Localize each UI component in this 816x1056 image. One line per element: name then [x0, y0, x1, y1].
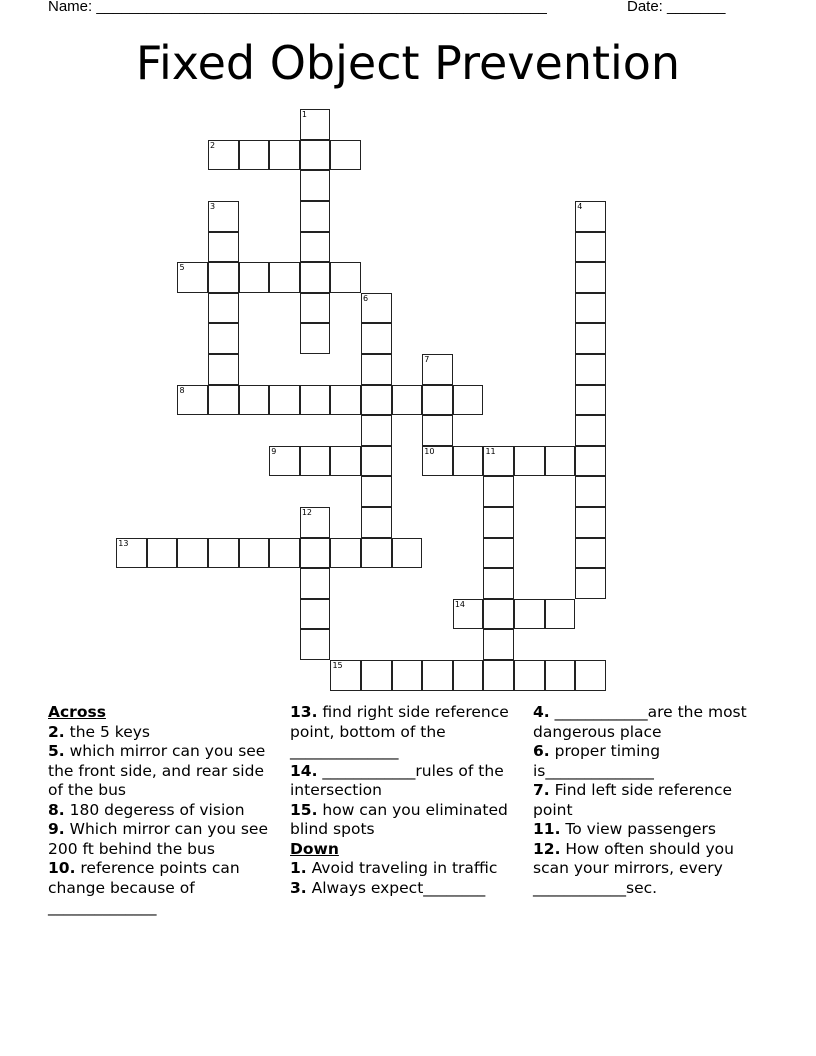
crossword-cell[interactable] — [392, 660, 423, 691]
crossword-cell[interactable] — [208, 262, 239, 293]
clues-column-3 — [533, 703, 768, 898]
clue-across-10 — [48, 859, 280, 918]
crossword-cell[interactable] — [575, 293, 606, 324]
crossword-cell[interactable] — [514, 599, 545, 630]
clue-down-12 — [533, 840, 768, 899]
clue-number: 1. — [290, 859, 307, 877]
crossword-cell[interactable] — [208, 354, 239, 385]
crossword-cell[interactable] — [422, 446, 453, 477]
clue-down-11 — [533, 820, 768, 840]
clue-number: 3. — [290, 878, 307, 897]
clues-column-1 — [48, 703, 280, 918]
clue-text: 180 degeress of vision — [64, 800, 245, 819]
clue-text: ____________are the most dangerous place — [533, 703, 747, 741]
crossword-cell[interactable] — [330, 262, 361, 293]
clue-text: Find left side reference point — [533, 781, 733, 819]
crossword-cell[interactable] — [300, 262, 331, 293]
clue-number: 9. — [48, 820, 65, 838]
crossword-cell[interactable] — [361, 507, 392, 538]
name-line[interactable]: ______________________________________________________ — [96, 0, 547, 15]
crossword-cell[interactable] — [453, 599, 484, 630]
cell-number: 5 — [179, 263, 185, 273]
clue-number: 2. — [48, 722, 65, 741]
cell-number: 4 — [577, 202, 583, 212]
crossword-cell[interactable] — [575, 323, 606, 354]
name-field[interactable] — [48, 0, 547, 15]
clue-number: 8. — [48, 800, 65, 819]
cell-number: 15 — [332, 661, 343, 671]
crossword-cell[interactable] — [300, 568, 331, 599]
crossword-cell[interactable] — [453, 385, 484, 416]
clue-text: proper timing is______________ — [533, 742, 661, 780]
crossword-cell[interactable] — [300, 507, 331, 538]
crossword-cell[interactable] — [483, 599, 514, 630]
clue-text: Avoid traveling in traffic — [306, 859, 498, 877]
clue-text: the 5 keys — [64, 722, 150, 741]
clue-number: 13. — [290, 703, 318, 721]
crossword-cell[interactable] — [116, 538, 147, 569]
crossword-cell[interactable] — [575, 507, 606, 538]
cell-number: 9 — [271, 446, 277, 456]
crossword-cell[interactable] — [575, 660, 606, 691]
cell-number: 13 — [118, 538, 129, 548]
clue-across-15 — [290, 801, 522, 840]
cell-number: 1 — [301, 110, 307, 120]
crossword-cell[interactable] — [514, 660, 545, 691]
crossword-cell[interactable] — [330, 446, 361, 477]
crossword-cell[interactable] — [239, 538, 270, 569]
crossword-cell[interactable] — [300, 109, 331, 140]
crossword-cell[interactable] — [361, 476, 392, 507]
crossword-cell[interactable] — [177, 262, 208, 293]
crossword-cell[interactable] — [575, 262, 606, 293]
crossword-cell[interactable] — [300, 629, 331, 660]
crossword-cell[interactable] — [483, 538, 514, 569]
clue-across-9 — [48, 820, 280, 859]
crossword-cell[interactable] — [361, 660, 392, 691]
crossword-cell[interactable] — [575, 201, 606, 232]
crossword-cell[interactable] — [300, 293, 331, 324]
crossword-cell[interactable] — [361, 354, 392, 385]
crossword-cell[interactable] — [575, 568, 606, 599]
down-heading: Down — [290, 839, 339, 858]
clue-text: how can you eliminated blind spots — [290, 800, 508, 838]
crossword-cell[interactable] — [208, 201, 239, 232]
crossword-cell[interactable] — [575, 385, 606, 416]
cell-number: 2 — [210, 140, 216, 150]
crossword-cell[interactable] — [361, 293, 392, 324]
crossword-cell[interactable] — [575, 354, 606, 385]
clue-down-7 — [533, 781, 768, 820]
crossword-cell[interactable] — [300, 232, 331, 263]
clue-across-5 — [48, 742, 280, 801]
clue-number: 12. — [533, 839, 561, 858]
clues-column-2 — [290, 703, 522, 898]
clue-number: 5. — [48, 742, 65, 760]
clue-text: Which mirror can you see 200 ft behind the bus — [48, 820, 268, 858]
clue-number: 7. — [533, 781, 550, 799]
cell-number: 14 — [454, 599, 466, 609]
crossword-cell[interactable] — [208, 293, 239, 324]
clue-across-14 — [290, 762, 522, 801]
clue-across-13 — [290, 703, 522, 762]
date-field[interactable] — [627, 0, 725, 15]
crossword-cell[interactable] — [147, 538, 178, 569]
across-heading: Across — [48, 703, 106, 721]
crossword-cell[interactable] — [269, 538, 300, 569]
clue-down-1 — [290, 859, 522, 879]
crossword-cell[interactable] — [422, 415, 453, 446]
crossword-cell[interactable] — [330, 385, 361, 416]
crossword-cell[interactable] — [422, 354, 453, 385]
clue-down-4 — [533, 703, 768, 742]
crossword-cell[interactable] — [269, 385, 300, 416]
clue-text: ____________rules of the intersection — [290, 761, 504, 799]
crossword-cell[interactable] — [575, 538, 606, 569]
crossword-cell[interactable] — [575, 232, 606, 263]
crossword-cell[interactable] — [239, 385, 270, 416]
crossword-cell[interactable] — [300, 538, 331, 569]
crossword-cell[interactable] — [300, 599, 331, 630]
crossword-cell[interactable] — [392, 538, 423, 569]
crossword-cell[interactable] — [453, 660, 484, 691]
cell-number: 12 — [301, 508, 313, 518]
clue-number: 4. — [533, 703, 550, 721]
crossword-cell[interactable] — [208, 140, 239, 171]
crossword-cell[interactable] — [483, 476, 514, 507]
clue-down-6 — [533, 742, 768, 781]
clue-number: 10. — [48, 859, 76, 877]
clue-text: To view passengers — [560, 820, 716, 838]
clue-text: Always expect________ — [306, 878, 486, 897]
crossword-cell[interactable] — [361, 538, 392, 569]
crossword-cell[interactable] — [575, 415, 606, 446]
crossword-cell[interactable] — [269, 262, 300, 293]
crossword-cell[interactable] — [361, 385, 392, 416]
clue-text: which mirror can you see the front side, and rear side of the bus — [48, 742, 266, 799]
crossword-cell[interactable] — [239, 262, 270, 293]
crossword-cell[interactable] — [483, 507, 514, 538]
crossword-cell[interactable] — [392, 385, 423, 416]
crossword-cell[interactable] — [545, 599, 576, 630]
crossword-cell[interactable] — [422, 385, 453, 416]
crossword-cell[interactable] — [269, 446, 300, 477]
cell-number: 6 — [363, 293, 369, 303]
name-label: Name: — [48, 0, 97, 15]
cell-number: 3 — [210, 202, 216, 212]
clue-text: find right side reference point, bottom of the ______________ — [290, 703, 509, 760]
crossword-cell[interactable] — [483, 446, 514, 477]
crossword-cell[interactable] — [330, 538, 361, 569]
crossword-cell[interactable] — [453, 446, 484, 477]
clue-text: reference points can change because of ______________ — [48, 859, 240, 916]
clue-number: 15. — [290, 800, 318, 819]
date-line[interactable]: _______ — [667, 0, 726, 15]
clue-number: 11. — [533, 820, 561, 838]
crossword-cell[interactable] — [300, 201, 331, 232]
crossword-cell[interactable] — [422, 660, 453, 691]
crossword-cell[interactable] — [177, 385, 208, 416]
clue-number: 14. — [290, 761, 318, 780]
crossword-cell[interactable] — [177, 538, 208, 569]
clue-across-8 — [48, 801, 280, 821]
clue-across-2 — [48, 723, 280, 743]
crossword-cell[interactable] — [361, 415, 392, 446]
crossword-cell[interactable] — [361, 446, 392, 477]
crossword-cell[interactable] — [208, 232, 239, 263]
cell-number: 7 — [424, 355, 430, 365]
crossword-cell[interactable] — [575, 476, 606, 507]
crossword-cell[interactable] — [483, 568, 514, 599]
page-title: Fixed Object Prevention — [135, 36, 681, 90]
clue-number: 6. — [533, 742, 550, 760]
crossword-cell[interactable] — [300, 446, 331, 477]
clue-down-3 — [290, 879, 522, 899]
crossword-cell[interactable] — [300, 170, 331, 201]
crossword-cell[interactable] — [483, 660, 514, 691]
crossword-cell[interactable] — [239, 140, 270, 171]
crossword-cell[interactable] — [545, 446, 576, 477]
cell-number: 10 — [424, 446, 435, 456]
cell-number: 11 — [485, 446, 496, 456]
crossword-cell[interactable] — [208, 538, 239, 569]
crossword-cell[interactable] — [361, 323, 392, 354]
date-label: Date: — [627, 0, 668, 15]
crossword-cell[interactable] — [300, 385, 331, 416]
crossword-cell[interactable] — [545, 660, 576, 691]
crossword-cell[interactable] — [330, 140, 361, 171]
crossword-cell[interactable] — [208, 323, 239, 354]
crossword-cell[interactable] — [575, 446, 606, 477]
crossword-cell[interactable] — [208, 385, 239, 416]
crossword-cell[interactable] — [483, 629, 514, 660]
crossword-cell[interactable] — [514, 446, 545, 477]
crossword-cell[interactable] — [330, 660, 361, 691]
crossword-cell[interactable] — [269, 140, 300, 171]
clue-text: How often should you scan your mirrors, every ____________sec. — [533, 839, 734, 897]
crossword-cell[interactable] — [300, 323, 331, 354]
cell-number: 8 — [179, 385, 185, 395]
crossword-cell[interactable] — [300, 140, 331, 171]
